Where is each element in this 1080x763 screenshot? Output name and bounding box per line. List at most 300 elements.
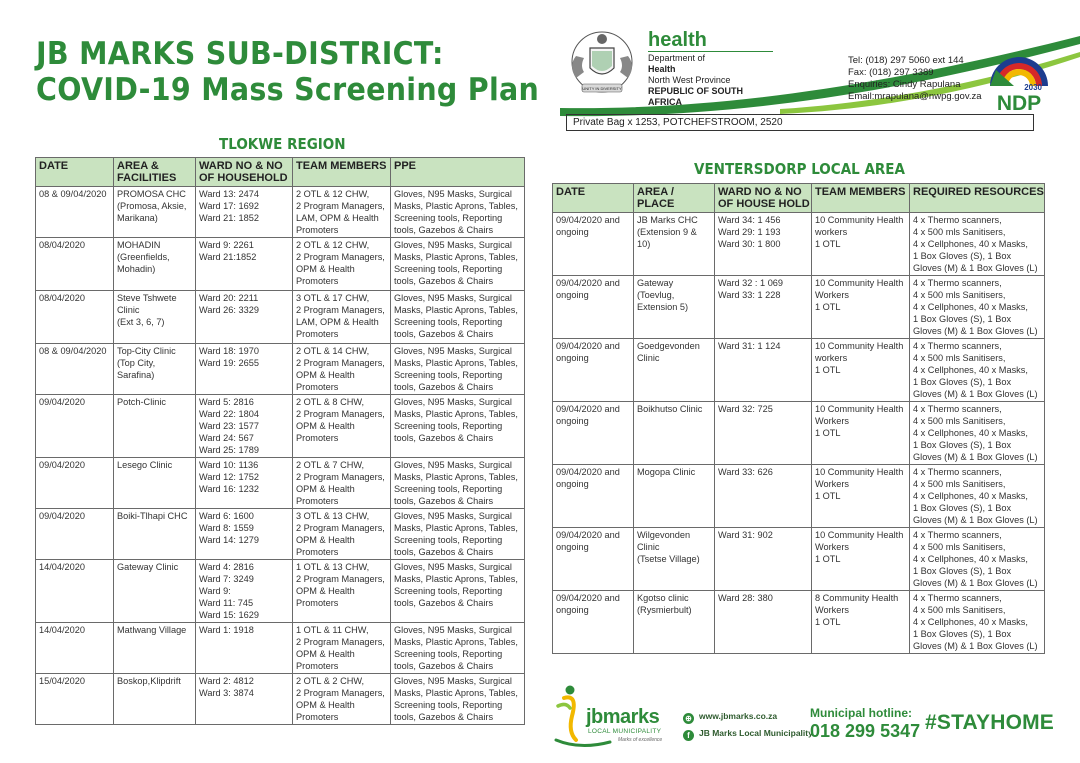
cell-text: ongoing bbox=[556, 415, 589, 426]
cell-text: JB Marks CHC bbox=[637, 215, 698, 225]
cell-text: Gloves (M) & 1 Box Gloves (L) bbox=[913, 577, 1038, 588]
table-header-row bbox=[553, 184, 1045, 213]
table-cell bbox=[553, 339, 634, 402]
table-cell bbox=[36, 291, 114, 344]
cell-text: ongoing bbox=[556, 226, 589, 237]
cell-text: Ward 11: 745 bbox=[199, 597, 254, 608]
cell-text: 4 x 500 mls Sanitisers, bbox=[913, 604, 1006, 615]
column-header bbox=[715, 184, 812, 213]
table-cell bbox=[553, 528, 634, 591]
cell-text: ongoing bbox=[556, 352, 589, 363]
jbmarks-logo-tagline: Marks of excellence bbox=[618, 737, 663, 743]
cell-text: 4 x Thermo scanners, bbox=[913, 593, 1002, 603]
cell-text: 15/04/2020 bbox=[39, 676, 85, 686]
cell-text: Masks, Plastic Aprons, Tables, bbox=[394, 522, 518, 533]
cell-text: 2 Program Managers, bbox=[296, 636, 385, 647]
table-cell bbox=[634, 528, 715, 591]
ndp-label: NDP bbox=[996, 92, 1042, 114]
cell-text: 1 OTL bbox=[815, 616, 841, 627]
table-cell bbox=[36, 509, 114, 560]
cell-text: Ward 26: 3329 bbox=[199, 304, 259, 315]
cell-text: Promoters bbox=[296, 432, 339, 443]
column-header bbox=[910, 184, 1045, 213]
jbmarks-logo-sub: LOCAL MUNICIPALITY bbox=[588, 728, 662, 735]
cell-text: 4 x Thermo scanners, bbox=[913, 215, 1002, 225]
table-cell bbox=[36, 560, 114, 623]
table-cell bbox=[812, 528, 910, 591]
cell-text: PROMOSA CHC bbox=[117, 189, 186, 199]
table-cell bbox=[196, 291, 293, 344]
table-cell bbox=[36, 238, 114, 291]
cell-text: Ward 9: bbox=[199, 585, 231, 596]
cell-text: 2 Program Managers, bbox=[296, 251, 385, 262]
cell-text: Screening tools, Reporting bbox=[394, 212, 503, 223]
cell-text: Ward 19: 2655 bbox=[199, 357, 259, 368]
cell-text: Ward 24: 567 bbox=[199, 432, 254, 443]
cell-text: Clinic bbox=[637, 352, 660, 363]
table-cell bbox=[196, 623, 293, 674]
cell-text: Promoters bbox=[296, 275, 339, 286]
cell-text: Ward 15: 1629 bbox=[199, 609, 259, 620]
table-cell bbox=[553, 591, 634, 654]
facebook-icon: f bbox=[683, 730, 694, 741]
cell-text: tools, Gazebos & Chairs bbox=[394, 711, 494, 722]
table-cell bbox=[553, 465, 634, 528]
table-cell bbox=[715, 339, 812, 402]
column-header-text: TEAM MEMBERS bbox=[815, 186, 906, 198]
ndp-year: 2030 bbox=[1024, 83, 1042, 92]
column-header bbox=[196, 158, 293, 187]
table-cell bbox=[391, 291, 525, 344]
cell-text: Matlwang Village bbox=[117, 625, 187, 635]
cell-text: OPM & Health bbox=[296, 263, 355, 274]
cell-text: Ward 33: 626 bbox=[718, 467, 773, 477]
cell-text: (Toevlug, bbox=[637, 289, 675, 300]
cell-text: 2 Program Managers, bbox=[296, 522, 385, 533]
cell-text: 09/04/2020 and bbox=[556, 341, 620, 351]
cell-text: Ward 31: 1 124 bbox=[718, 341, 781, 351]
cell-text: Masks, Plastic Aprons, Tables, bbox=[394, 200, 518, 211]
table-cell bbox=[634, 402, 715, 465]
cell-text: 4 x Thermo scanners, bbox=[913, 341, 1002, 351]
cell-text: Ward 12: 1752 bbox=[199, 471, 259, 482]
cell-text: 4 x Cellphones, 40 x Masks, bbox=[913, 364, 1028, 375]
cell-text: Gloves (M) & 1 Box Gloves (L) bbox=[913, 451, 1038, 462]
cell-text: Wilgevonden bbox=[637, 530, 691, 540]
table-cell bbox=[715, 465, 812, 528]
cell-text: Boiki-Tlhapi CHC bbox=[117, 511, 188, 521]
cell-text: Workers bbox=[815, 604, 850, 615]
cell-text: 10 Community Health bbox=[815, 215, 904, 225]
table-row bbox=[36, 344, 525, 395]
cell-text: Promoters bbox=[296, 495, 339, 506]
cell-text: Gloves, N95 Masks, Surgical bbox=[394, 189, 512, 199]
cell-text: Extension 5) bbox=[637, 301, 689, 312]
table-row bbox=[36, 458, 525, 509]
cell-text: Ward 18: 1970 bbox=[199, 346, 259, 356]
page-title-line-1: JB MARKS SUB-DISTRICT: bbox=[36, 36, 444, 72]
table-cell bbox=[812, 465, 910, 528]
table-cell bbox=[114, 238, 196, 291]
table-cell bbox=[391, 560, 525, 623]
cell-text: Masks, Plastic Aprons, Tables, bbox=[394, 408, 518, 419]
cell-text: 4 x 500 mls Sanitisers, bbox=[913, 226, 1006, 237]
table-cell bbox=[391, 395, 525, 458]
cell-text: tools, Gazebos & Chairs bbox=[394, 328, 494, 339]
cell-text: Top-City Clinic bbox=[117, 346, 176, 356]
table-cell bbox=[715, 402, 812, 465]
ndp-logo-icon bbox=[984, 52, 1054, 114]
cell-text: Ward 25: 1789 bbox=[199, 444, 259, 455]
cell-text: LAM, OPM & Health bbox=[296, 212, 379, 223]
table-cell bbox=[553, 402, 634, 465]
cell-text: Ward 28: 380 bbox=[718, 593, 773, 603]
cell-text: tools, Gazebos & Chairs bbox=[394, 432, 494, 443]
table-cell bbox=[114, 187, 196, 238]
table-cell bbox=[910, 276, 1045, 339]
dept-province: North West Province bbox=[648, 75, 731, 85]
table-row bbox=[36, 238, 525, 291]
cell-text: Masks, Plastic Aprons, Tables, bbox=[394, 357, 518, 368]
table-cell bbox=[196, 458, 293, 509]
cell-text: Ward 17: 1692 bbox=[199, 200, 259, 211]
cell-text: Screening tools, Reporting bbox=[394, 483, 503, 494]
table-cell bbox=[715, 213, 812, 276]
table-row bbox=[36, 509, 525, 560]
hotline-number: 018 299 5347 bbox=[810, 721, 921, 741]
cell-text: 10 Community Health bbox=[815, 467, 904, 477]
column-header-text: FACILITIES bbox=[117, 172, 177, 184]
table-cell bbox=[391, 458, 525, 509]
cell-text: Mogopa Clinic bbox=[637, 467, 696, 477]
cell-text: Workers bbox=[815, 415, 850, 426]
cell-text: (Greenfields, bbox=[117, 251, 170, 262]
cell-text: 08 & 09/04/2020 bbox=[39, 189, 107, 199]
cell-text: 4 x Cellphones, 40 x Masks, bbox=[913, 301, 1028, 312]
jbmarks-logo-text: jbmarks bbox=[586, 706, 660, 728]
contact-details bbox=[848, 55, 982, 103]
cell-text: Gloves, N95 Masks, Surgical bbox=[394, 460, 512, 470]
cell-text: Mohadin) bbox=[117, 263, 156, 274]
cell-text: (Promosa, Aksie, bbox=[117, 200, 187, 211]
cell-text: Gloves, N95 Masks, Surgical bbox=[394, 511, 512, 521]
column-header bbox=[553, 184, 634, 213]
table-row bbox=[36, 623, 525, 674]
cell-text: Gateway Clinic bbox=[117, 562, 179, 572]
cell-text: Promoters bbox=[296, 381, 339, 392]
table-row bbox=[553, 213, 1045, 276]
column-header-text: DATE bbox=[556, 186, 586, 198]
table-cell bbox=[36, 344, 114, 395]
cell-text: 2 Program Managers, bbox=[296, 357, 385, 368]
cell-text: tools, Gazebos & Chairs bbox=[394, 660, 494, 671]
cell-text: Masks, Plastic Aprons, Tables, bbox=[394, 687, 518, 698]
page-title-line-2: COVID-19 Mass Screening Plan bbox=[36, 72, 540, 108]
cell-text: 10 Community Health bbox=[815, 278, 904, 288]
table-cell bbox=[391, 344, 525, 395]
cell-text: 09/04/2020 bbox=[39, 397, 85, 407]
cell-text: Ward 2: 4812 bbox=[199, 676, 254, 686]
cell-text: 2 OTL & 12 CHW, bbox=[296, 189, 370, 199]
table-cell bbox=[293, 395, 391, 458]
cell-text: (Rysmierbult) bbox=[637, 604, 692, 615]
cell-text: ongoing bbox=[556, 289, 589, 300]
column-header-text: TEAM MEMBERS bbox=[296, 160, 387, 172]
column-header bbox=[634, 184, 715, 213]
table-cell bbox=[634, 213, 715, 276]
cell-text: 1 Box Gloves (S), 1 Box bbox=[913, 250, 1012, 261]
cell-text: Ward 9: 2261 bbox=[199, 240, 254, 250]
cell-text: Masks, Plastic Aprons, Tables, bbox=[394, 251, 518, 262]
table-cell bbox=[910, 591, 1045, 654]
cell-text: 1 OTL & 13 CHW, bbox=[296, 562, 370, 572]
table-row bbox=[36, 395, 525, 458]
cell-text: (Ext 3, 6, 7) bbox=[117, 316, 165, 327]
table-cell bbox=[114, 291, 196, 344]
stayhome-hashtag: #STAYHOME bbox=[925, 711, 1054, 734]
cell-text: 2 OTL & 14 CHW, bbox=[296, 346, 370, 356]
cell-text: Ward 31: 902 bbox=[718, 530, 773, 540]
crest-motto: UNITY IN DIVERSITY bbox=[582, 86, 622, 91]
cell-text: (Extension 9 & bbox=[637, 226, 697, 237]
cell-text: Screening tools, Reporting bbox=[394, 369, 503, 380]
cell-text: Gloves, N95 Masks, Surgical bbox=[394, 293, 512, 303]
cell-text: OPM & Health bbox=[296, 585, 355, 596]
table-cell bbox=[196, 395, 293, 458]
cell-text: OPM & Health bbox=[296, 369, 355, 380]
cell-text: 09/04/2020 and bbox=[556, 404, 620, 414]
cell-text: 4 x Thermo scanners, bbox=[913, 278, 1002, 288]
table-cell bbox=[114, 560, 196, 623]
cell-text: Screening tools, Reporting bbox=[394, 699, 503, 710]
cell-text: Marikana) bbox=[117, 212, 158, 223]
cell-text: Ward 23: 1577 bbox=[199, 420, 259, 431]
cell-text: 08 & 09/04/2020 bbox=[39, 346, 107, 356]
cell-text: Promoters bbox=[296, 546, 339, 557]
cell-text: 14/04/2020 bbox=[39, 625, 85, 635]
cell-text: Gloves, N95 Masks, Surgical bbox=[394, 240, 512, 250]
cell-text: 09/04/2020 and bbox=[556, 530, 620, 540]
table-cell bbox=[114, 623, 196, 674]
table-cell bbox=[114, 509, 196, 560]
cell-text: Ward 22: 1804 bbox=[199, 408, 259, 419]
column-header-text: AREA / bbox=[637, 186, 674, 198]
ventersdorp-table bbox=[552, 183, 1045, 654]
cell-text: 09/04/2020 and bbox=[556, 593, 620, 603]
table-cell bbox=[293, 291, 391, 344]
dept-health: Health bbox=[648, 64, 676, 74]
cell-text: LAM, OPM & Health bbox=[296, 316, 379, 327]
cell-text: Clinic bbox=[637, 541, 660, 552]
cell-text: Masks, Plastic Aprons, Tables, bbox=[394, 636, 518, 647]
cell-text: 2 Program Managers, bbox=[296, 471, 385, 482]
table-cell bbox=[114, 395, 196, 458]
contact-tel: Tel: (018) 297 5060 ext 144 bbox=[848, 55, 964, 66]
table-cell bbox=[910, 213, 1045, 276]
column-header bbox=[36, 158, 114, 187]
cell-text: (Tsetse Village) bbox=[637, 553, 700, 564]
cell-text: 4 x 500 mls Sanitisers, bbox=[913, 415, 1006, 426]
cell-text: Workers bbox=[815, 541, 850, 552]
cell-text: Ward 14: 1279 bbox=[199, 534, 259, 545]
table-row bbox=[36, 187, 525, 238]
cell-text: Ward 32 : 1 069 bbox=[718, 278, 784, 288]
cell-text: tools, Gazebos & Chairs bbox=[394, 224, 494, 235]
cell-text: Ward 5: 2816 bbox=[199, 397, 254, 407]
cell-text: 2 Program Managers, bbox=[296, 573, 385, 584]
cell-text: 3 OTL & 13 CHW, bbox=[296, 511, 370, 521]
cell-text: 4 x Thermo scanners, bbox=[913, 530, 1002, 540]
contact-fax: Fax: (018) 297 3389 bbox=[848, 67, 934, 78]
cell-text: Screening tools, Reporting bbox=[394, 263, 503, 274]
table-cell bbox=[910, 528, 1045, 591]
table-cell bbox=[634, 339, 715, 402]
table-cell bbox=[634, 591, 715, 654]
cell-text: 4 x Cellphones, 40 x Masks, bbox=[913, 616, 1028, 627]
table-cell bbox=[293, 344, 391, 395]
cell-text: 09/04/2020 bbox=[39, 511, 85, 521]
cell-text: 4 x 500 mls Sanitisers, bbox=[913, 289, 1006, 300]
cell-text: Masks, Plastic Aprons, Tables, bbox=[394, 471, 518, 482]
cell-text: Ward 1: 1918 bbox=[199, 625, 254, 635]
hotline-label: Municipal hotline: bbox=[810, 706, 912, 720]
cell-text: Potch-Clinic bbox=[117, 397, 167, 407]
cell-text: Screening tools, Reporting bbox=[394, 534, 503, 545]
cell-text: 10 Community Health bbox=[815, 404, 904, 414]
cell-text: 1 OTL bbox=[815, 490, 841, 501]
cell-text: Ward 7: 3249 bbox=[199, 573, 254, 584]
table-cell bbox=[114, 674, 196, 725]
cell-text: (Top City, bbox=[117, 357, 156, 368]
table-cell bbox=[391, 509, 525, 560]
cell-text: Gloves (M) & 1 Box Gloves (L) bbox=[913, 388, 1038, 399]
cell-text: Screening tools, Reporting bbox=[394, 648, 503, 659]
cell-text: OPM & Health bbox=[296, 483, 355, 494]
cell-text: Workers bbox=[815, 478, 850, 489]
municipal-hotline bbox=[810, 706, 920, 742]
cell-text: 1 Box Gloves (S), 1 Box bbox=[913, 502, 1012, 513]
cell-text: Gloves, N95 Masks, Surgical bbox=[394, 625, 512, 635]
dept-of: Department of bbox=[648, 53, 706, 63]
cell-text: 1 Box Gloves (S), 1 Box bbox=[913, 439, 1012, 450]
cell-text: 2 Program Managers, bbox=[296, 200, 385, 211]
table-cell bbox=[196, 187, 293, 238]
cell-text: 4 x 500 mls Sanitisers, bbox=[913, 541, 1006, 552]
cell-text: 10 Community Health bbox=[815, 530, 904, 540]
postal-address: Private Bag x 1253, POTCHEFSTROOM, 2520 bbox=[566, 114, 1034, 131]
page-title bbox=[36, 36, 583, 108]
table-cell bbox=[715, 528, 812, 591]
cell-text: Gloves (M) & 1 Box Gloves (L) bbox=[913, 514, 1038, 525]
table-row bbox=[36, 674, 525, 725]
cell-text: Lesego Clinic bbox=[117, 460, 173, 470]
cell-text: Masks, Plastic Aprons, Tables, bbox=[394, 304, 518, 315]
cell-text: tools, Gazebos & Chairs bbox=[394, 546, 494, 557]
cell-text: 08/04/2020 bbox=[39, 240, 85, 250]
table-cell bbox=[293, 623, 391, 674]
cell-text: Promoters bbox=[296, 224, 339, 235]
cell-text: 09/04/2020 and bbox=[556, 467, 620, 477]
cell-text: Gloves, N95 Masks, Surgical bbox=[394, 346, 512, 356]
cell-text: 4 x Cellphones, 40 x Masks, bbox=[913, 553, 1028, 564]
footer bbox=[550, 680, 1054, 752]
cell-text: 09/04/2020 and bbox=[556, 215, 620, 225]
table-cell bbox=[36, 395, 114, 458]
facebook-link[interactable]: JB Marks Local Municipality bbox=[699, 728, 813, 738]
table-cell bbox=[293, 674, 391, 725]
tlokwe-heading: TLOKWE REGION bbox=[219, 135, 346, 153]
cell-text: Steve Tshwete bbox=[117, 293, 177, 303]
cell-text: 4 x Thermo scanners, bbox=[913, 467, 1002, 477]
table-cell bbox=[391, 187, 525, 238]
cell-text: Gateway bbox=[637, 278, 674, 288]
cell-text: 4 x Cellphones, 40 x Masks, bbox=[913, 427, 1028, 438]
cell-text: Goedgevonden bbox=[637, 341, 700, 351]
table-cell bbox=[553, 213, 634, 276]
cell-text: 4 x Cellphones, 40 x Masks, bbox=[913, 490, 1028, 501]
table-row bbox=[36, 291, 525, 344]
cell-text: workers bbox=[815, 226, 848, 237]
table-row bbox=[553, 276, 1045, 339]
table-cell bbox=[715, 276, 812, 339]
cell-text: Gloves (M) & 1 Box Gloves (L) bbox=[913, 640, 1038, 651]
cell-text: Ward 20: 2211 bbox=[199, 293, 259, 303]
table-cell bbox=[634, 465, 715, 528]
health-wordmark: health bbox=[648, 29, 707, 51]
table-cell bbox=[812, 339, 910, 402]
column-header-text: DATE bbox=[39, 160, 69, 172]
cell-text: 8 Community Health bbox=[815, 593, 899, 603]
table-row bbox=[553, 402, 1045, 465]
column-header bbox=[293, 158, 391, 187]
table-cell bbox=[36, 623, 114, 674]
globe-icon: ⊕ bbox=[683, 713, 694, 724]
cell-text: OPM & Health bbox=[296, 648, 355, 659]
tlokwe-table bbox=[35, 157, 525, 725]
cell-text: Promoters bbox=[296, 660, 339, 671]
cell-text: Gloves, N95 Masks, Surgical bbox=[394, 562, 512, 572]
cell-text: 4 x Cellphones, 40 x Masks, bbox=[913, 238, 1028, 249]
column-header-text: REQUIRED RESOURCES bbox=[913, 186, 1044, 198]
table-cell bbox=[36, 674, 114, 725]
column-header-text: OF HOUSE HOLD bbox=[718, 198, 810, 210]
column-header-text: AREA & bbox=[117, 160, 159, 172]
cell-text: Screening tools, Reporting bbox=[394, 585, 503, 596]
coat-of-arms-icon bbox=[562, 26, 642, 98]
table-header-row bbox=[36, 158, 525, 187]
table-cell bbox=[196, 674, 293, 725]
cell-text: 1 OTL bbox=[815, 238, 841, 249]
footer-links bbox=[683, 708, 813, 742]
table-cell bbox=[910, 339, 1045, 402]
cell-text: 1 Box Gloves (S), 1 Box bbox=[913, 313, 1012, 324]
table-cell bbox=[391, 623, 525, 674]
cell-text: 1 OTL bbox=[815, 364, 841, 375]
contact-email: Email:mrapulana@nwpg.gov.za bbox=[848, 91, 982, 102]
cell-text: 2 OTL & 7 CHW, bbox=[296, 460, 365, 470]
column-header-text: PLACE bbox=[637, 198, 675, 210]
cell-text: 10) bbox=[637, 238, 651, 249]
website-link[interactable]: www.jbmarks.co.za bbox=[699, 711, 778, 721]
cell-text: Gloves (M) & 1 Box Gloves (L) bbox=[913, 325, 1038, 336]
table-row bbox=[553, 528, 1045, 591]
cell-text: 2 OTL & 8 CHW, bbox=[296, 397, 365, 407]
table-cell bbox=[910, 402, 1045, 465]
cell-text: Ward 13: 2474 bbox=[199, 189, 259, 199]
cell-text: 4 x 500 mls Sanitisers, bbox=[913, 352, 1006, 363]
cell-text: OPM & Health bbox=[296, 420, 355, 431]
cell-text: 2 Program Managers, bbox=[296, 304, 385, 315]
